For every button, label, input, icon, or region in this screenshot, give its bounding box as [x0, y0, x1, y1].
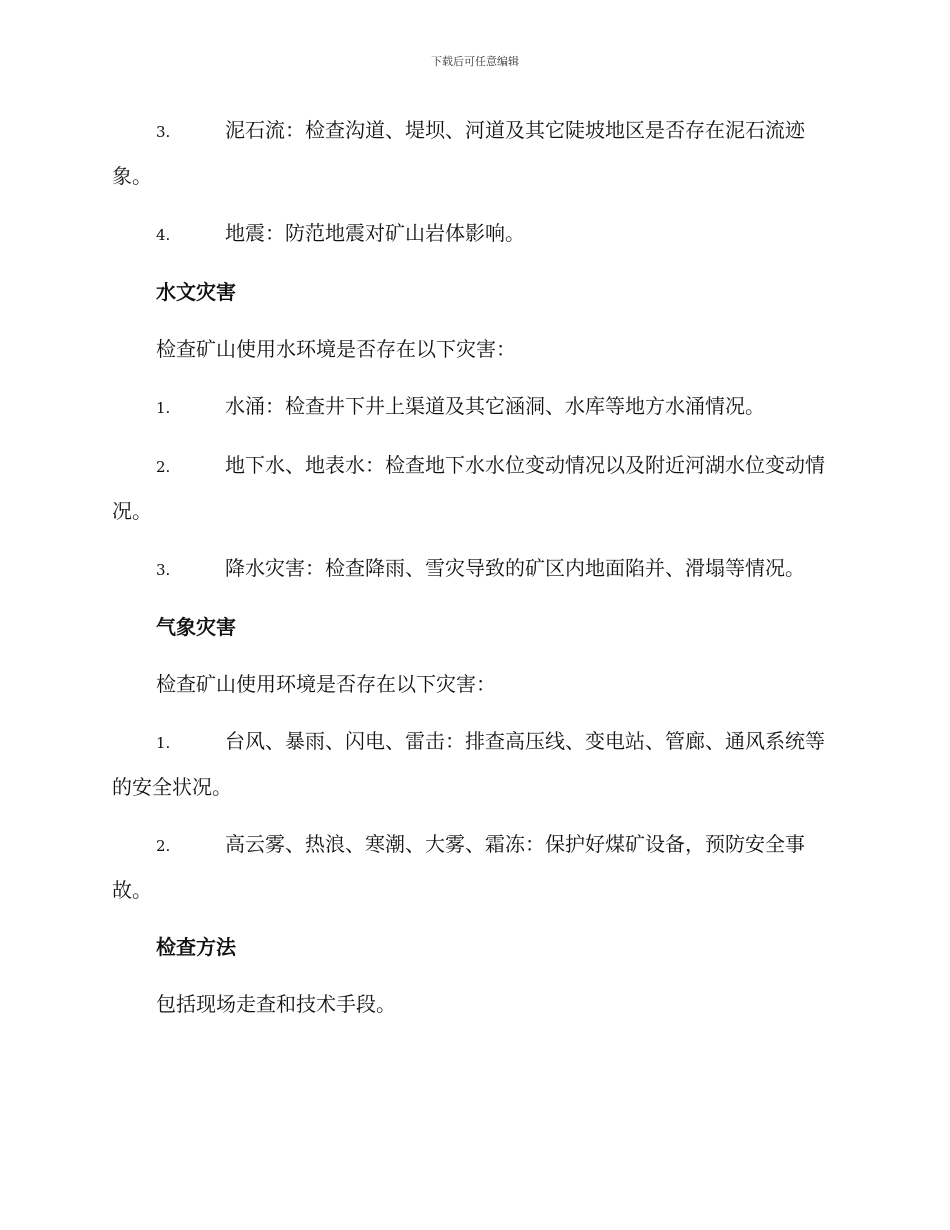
list-text: 高云雾、热浪、寒潮、大雾、霜冻：保护好煤矿设备，预防安全事故。 — [112, 832, 805, 902]
document-body — [112, 108, 834, 1039]
list-item — [112, 108, 834, 198]
list-text: 地震：防范地震对矿山岩体影响。 — [225, 221, 525, 245]
section-heading-weather: 气象灾害 — [156, 615, 236, 639]
list-number: 1. — [156, 399, 171, 417]
list-text: 地下水、地表水：检查地下水水位变动情况以及附近河湖水位变动情况。 — [112, 453, 825, 523]
list-number: 2. — [156, 837, 171, 855]
list-text: 降水灾害：检查降雨、雪灾导致的矿区内地面陷并、滑塌等情况。 — [225, 556, 805, 580]
list-text: 水涌：检查井下井上渠道及其它涵洞、水库等地方水涌情况。 — [225, 394, 765, 418]
list-text: 台风、暴雨、闪电、雷击：排查高压线、变电站、管廊、通风系统等的安全状况。 — [112, 729, 825, 799]
list-number: 2. — [156, 458, 171, 476]
section-intro-hydro: 检查矿山使用水环境是否存在以下灾害： — [156, 337, 516, 361]
section-intro-weather: 检查矿山使用环境是否存在以下灾害： — [156, 672, 496, 696]
page-header: 下载后可任意编辑 — [431, 55, 519, 68]
list-item — [112, 719, 834, 809]
list-number: 3. — [156, 123, 171, 141]
list-number: 4. — [156, 226, 171, 244]
list-item — [112, 546, 834, 592]
section-heading-method: 检查方法 — [156, 935, 236, 959]
section-heading-hydro: 水文灾害 — [156, 280, 236, 304]
section-text-method: 包括现场走查和技术手段。 — [156, 992, 396, 1016]
list-item — [112, 443, 834, 533]
list-item — [112, 211, 834, 257]
list-number: 1. — [156, 734, 171, 752]
list-item — [112, 384, 834, 430]
list-text: 泥石流：检查沟道、堤坝、河道及其它陡坡地区是否存在泥石流迹象。 — [112, 118, 805, 188]
list-item — [112, 822, 834, 912]
list-number: 3. — [156, 561, 171, 579]
